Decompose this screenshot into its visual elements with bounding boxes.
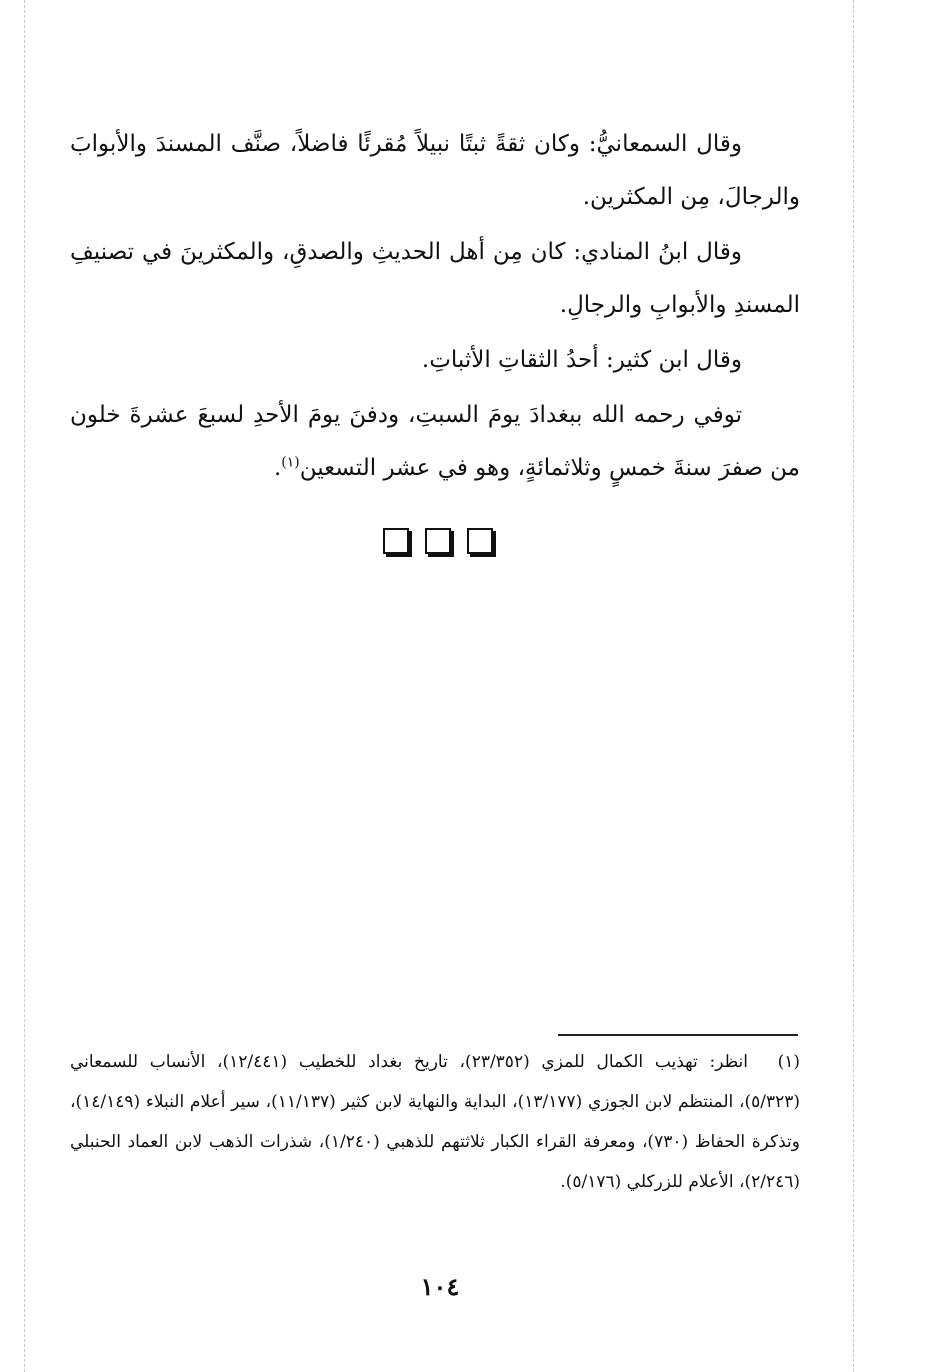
paragraph: [70, 389, 800, 495]
footnote-reference[interactable]: (١): [281, 454, 300, 471]
footnote: [70, 1042, 800, 1202]
paragraph: وقال ابنُ المنادي: كان مِن أهل الحديثِ والصدقِ، والمكثرينَ في تصنيفِ المسندِ والأبوابِ والرجالِ.: [70, 239, 800, 318]
square-ornament-icon: [383, 528, 409, 554]
paragraph-text: توفي رحمه الله ببغدادَ يومَ السبتِ، ودفنَ يومَ الأحدِ لسبعَ عشرةَ خلون من صفرَ سنةَ خمسٍ وثلاثمائةٍ، وهو في عشر التسعين: [70, 402, 800, 481]
footnote-separator: [558, 1034, 798, 1036]
scan-artifact-line: [24, 0, 25, 1372]
footnote-marker: (١): [777, 1052, 800, 1072]
square-ornament-icon: [467, 528, 493, 554]
section-separator-ornament: [383, 528, 493, 556]
paragraph-end: .: [273, 455, 282, 481]
footnote-text: انظر: تهذيب الكمال للمزي (٢٣/٣٥٢)، تاريخ بغداد للخطيب (١٢/٤٤١)، الأنساب للسمعاني (٥/٣٢٣)، المنتظم لابن الجوزي (١٣/١٧٧)، البداية والنهاية لابن كثير (١١/١٣٧)، سير أعلام النبلاء (١٤/١٤٩)، وتذكرة الحفاظ (٧٣٠)، ومعرفة القراء الكبار ثلاثتهم للذهبي (١/٢٤٠)، شذرات الذهب لابن العماد الحنبلي (٢/٢٤٦)، الأعلام للزركلي (٥/١٧٦).: [70, 1052, 800, 1192]
paragraph: وقال السمعانيُّ: وكان ثقةً ثبتًا نبيلاً مُقرئًا فاضلاً، صنَّف المسندَ والأبوابَ والرجالَ، مِن المكثرين.: [70, 131, 800, 210]
page-number: ١٠٤: [420, 1272, 460, 1301]
paragraph: وقال ابن كثير: أحدُ الثقاتِ الأثباتِ.: [421, 347, 742, 373]
main-text: [70, 118, 800, 497]
square-ornament-icon: [425, 528, 451, 554]
scan-artifact-line: [853, 0, 854, 1372]
